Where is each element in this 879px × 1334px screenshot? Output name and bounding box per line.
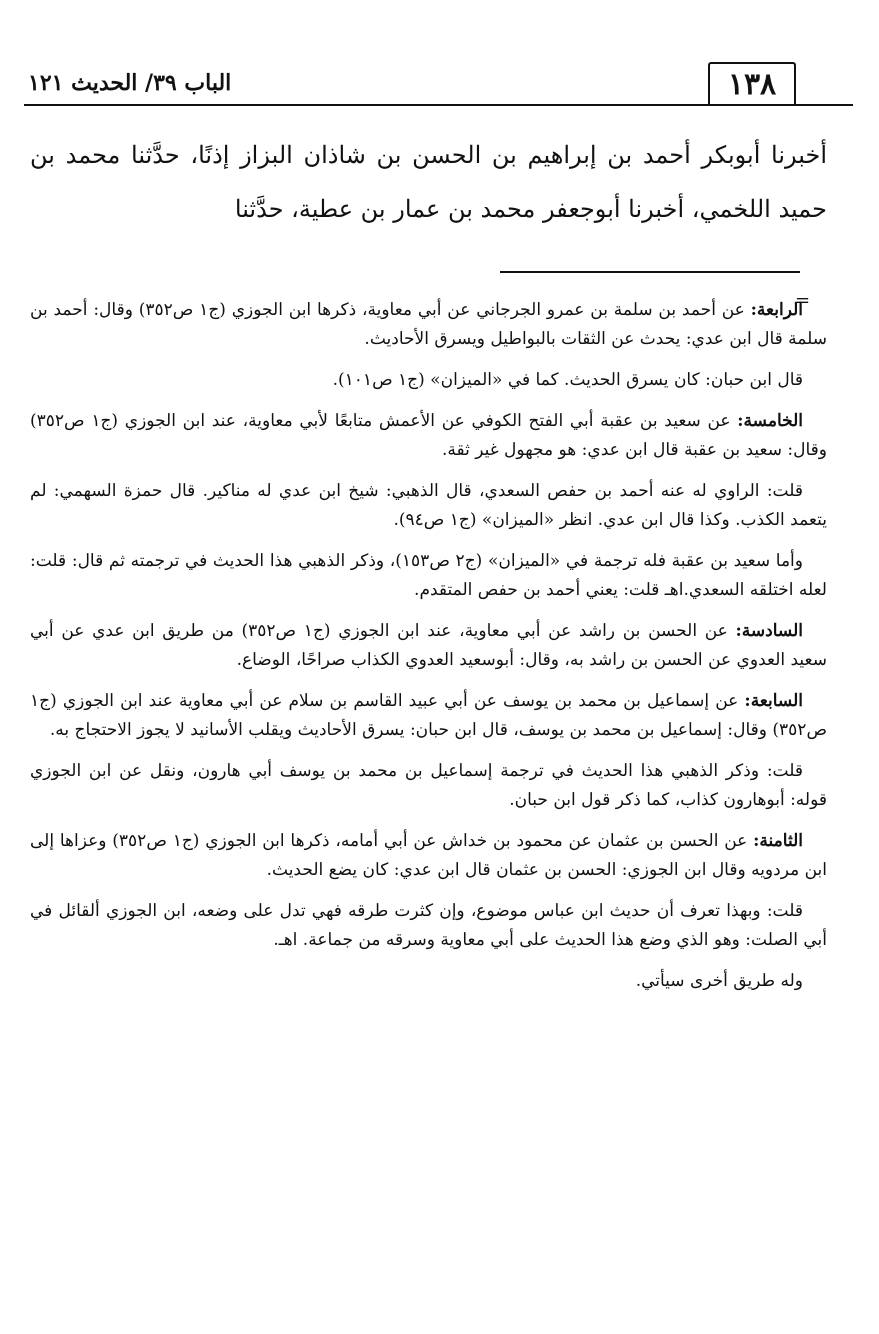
footnote-paragraph — [30, 296, 827, 354]
footnote-paragraph — [30, 827, 827, 885]
page-number: ١٣٨ — [708, 62, 796, 104]
footnote-text: عن الحسن بن عثمان عن محمود بن خداش عن أبي أمامه، ذكرها ابن الجوزي (ج١ ص٣٥٢) وعزاها إلى ابن مردويه وقال ابن الجوزي: الحسن بن عثمان قال ابن عدي: كان يضع الحديث. — [30, 831, 827, 880]
footnote-text: عن الحسن بن راشد عن أبي معاوية، عند ابن الجوزي (ج١ ص٣٥٢) من طريق ابن عدي عن أبي سعيد العدوي عن الحسن بن راشد به، وقال: أبوسعيد العدوي الكذاب صراحًا، الوضاع. — [30, 621, 827, 670]
footnote-paragraph — [30, 547, 827, 605]
footnote-text: قلت: الراوي له عنه أحمد بن حفص السعدي، قال الذهبي: شيخ ابن عدي له مناكير. قال حمزة السهمي: لم يتعمد الكذب. وكذا قال ابن عدي. انظر «الميزان» (ج١ ص٩٤). — [30, 481, 827, 530]
footnote-label: الخامسة: — [737, 411, 803, 431]
footnote-text: قلت: وبهذا تعرف أن حديث ابن عباس موضوع، وإن كثرت طرقه فهي تدل على وضعه، ابن الجوزي ألقائل في أبي الصلت: وهو الذي وضع هذا الحديث على أبي معاوية وسرقه من جماعة. اهـ. — [30, 901, 827, 950]
footnote-paragraph — [30, 366, 827, 395]
main-text — [30, 128, 827, 236]
footnote-text: قلت: وذكر الذهبي هذا الحديث في ترجمة إسماعيل بن محمد بن يوسف أبي هارون، ونقل عن ابن الجوزي قوله: أبوهارون كذاب، كما ذكر قول ابن حبان. — [30, 761, 827, 810]
footnote-paragraph — [30, 477, 827, 535]
continuation-mark: = — [795, 290, 811, 311]
footnote-text: وله طريق أخرى سيأتي. — [635, 971, 803, 991]
footnote-paragraph — [30, 617, 827, 675]
header-rule — [24, 104, 853, 106]
footnote-text: عن سعيد بن عقبة أبي الفتح الكوفي عن الأعمش متابعًا لأبي معاوية، عند ابن الجوزي (ج١ ص٣٥٢) وقال: سعيد بن عقبة قال ابن عدي: هو مجهول غير ثقة. — [30, 411, 827, 460]
page-header — [0, 0, 879, 110]
footnote-separator — [500, 271, 800, 273]
footnote-text: قال ابن حبان: كان يسرق الحديث. كما في «الميزان» (ج١ ص١٠١). — [332, 370, 803, 390]
footnote-text: عن أحمد بن سلمة بن عمرو الجرجاني عن أبي معاوية، ذكرها ابن الجوزي (ج١ ص٣٥٢) وقال: أحمد بن سلمة قال ابن عدي: يحدث عن الثقات بالبواطيل ويسرق الأحاديث. — [30, 300, 827, 349]
footnote-label: السابعة: — [744, 691, 803, 711]
footnote-paragraph — [30, 967, 827, 996]
chapter-title: الباب ٣٩/ الحديث ١٢١ — [28, 70, 232, 96]
footnotes — [30, 296, 827, 1008]
footnote-paragraph — [30, 757, 827, 815]
footnote-label: السادسة: — [735, 621, 803, 641]
footnote-paragraph — [30, 407, 827, 465]
footnote-label: الرابعة: — [750, 300, 803, 320]
footnote-paragraph — [30, 687, 827, 745]
main-paragraph: أخبرنا أبوبكر أحمد بن إبراهيم بن الحسن بن شاذان البزاز إذنًا، حدَّثنا محمد بن حميد اللخمي، أخبرنا أبوجعفر محمد بن عمار بن عطية، حدَّثنا — [30, 141, 827, 223]
footnote-label: الثامنة: — [753, 831, 803, 851]
footnote-paragraph — [30, 897, 827, 955]
footnote-text: وأما سعيد بن عقبة فله ترجمة في «الميزان» (ج٢ ص١٥٣)، وذكر الذهبي هذا الحديث في ترجمته ثم قال: قلت: لعله اختلقه السعدي.اهـ قلت: يعني أحمد بن حفص المتقدم. — [30, 551, 827, 600]
footnote-text: عن إسماعيل بن محمد بن يوسف عن أبي عبيد القاسم بن سلام عن أبي معاوية عند ابن الجوزي (ج١ ص٣٥٢) وقال: إسماعيل بن محمد بن يوسف، قال ابن حبان: يسرق الأحاديث ويقلب الأسانيد لا يجوز الاحتجاج به. — [30, 691, 827, 740]
